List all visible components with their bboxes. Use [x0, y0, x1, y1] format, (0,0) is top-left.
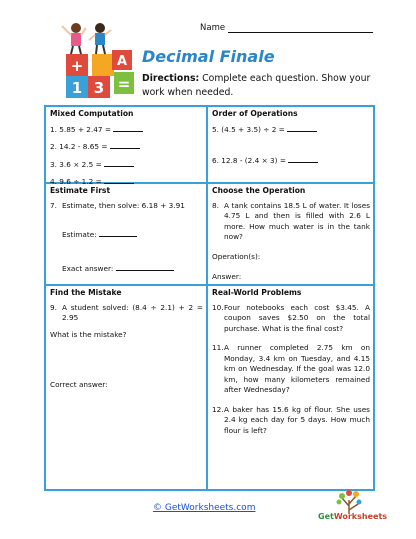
- question-11: 11. A runner completed 2.75 km on Monday, 3.4 km on Tuesday, and 4.15 km on Wednesday. If the goal was 12.0 km, how many kilometers remained after Wednesday?: [212, 343, 370, 394]
- question-3: 3. 3.6 × 2.5 =: [50, 159, 203, 171]
- section-find-mistake: [46, 286, 206, 489]
- question-12: 12. A baker has 15.6 kg of flour. She uses 2.4 kg each day for 5 days. How much flour is left?: [212, 404, 370, 435]
- question-2: 2. 14.2 - 8.65 =: [50, 141, 203, 153]
- operations-label: Operation(s):: [212, 251, 261, 261]
- answer-blank[interactable]: [288, 155, 318, 163]
- copyright-link[interactable]: © GetWorksheets.com: [153, 503, 256, 513]
- name-label: Name: [200, 23, 226, 33]
- mistake-prompt: What is the mistake?: [50, 329, 127, 339]
- answer-blank[interactable]: [104, 176, 134, 184]
- section-real-world: [208, 286, 373, 489]
- section-heading: Estimate First: [50, 186, 111, 195]
- estimate-blank[interactable]: [99, 229, 137, 237]
- answer-blank[interactable]: [287, 124, 317, 132]
- math-kids-logo: [56, 20, 136, 98]
- directions-label: Directions:: [142, 73, 200, 84]
- brand-logo-text: GetWorksheets: [318, 512, 388, 521]
- name-field[interactable]: [200, 23, 373, 33]
- exact-answer-field: Exact answer:: [62, 263, 203, 275]
- question-9: 9. A student solved: (8.4 ÷ 2.1) + 2 = 2.95: [50, 302, 203, 322]
- answer-blank[interactable]: [113, 124, 143, 132]
- correct-answer-label: Correct answer:: [50, 380, 108, 389]
- question-1: 1. 5.85 + 2.47 =: [50, 124, 203, 136]
- question-4: 4. 9.6 ÷ 1.2 =: [50, 176, 203, 188]
- section-heading: Find the Mistake: [50, 288, 122, 297]
- logo-one: 1: [71, 79, 83, 97]
- answer-blank[interactable]: [110, 141, 140, 149]
- answer-label: Answer:: [212, 272, 242, 281]
- exact-answer-blank[interactable]: [116, 263, 174, 271]
- answer-blank[interactable]: [104, 159, 134, 167]
- section-choose-operation: [208, 184, 373, 284]
- directions: [142, 72, 387, 100]
- estimate-field: Estimate:: [62, 229, 203, 241]
- question-5: 5. (4.5 + 3.5) ÷ 2 =: [212, 124, 370, 136]
- section-heading: Mixed Computation: [50, 109, 134, 118]
- question-7: 7. Estimate, then solve: 6.18 + 3.91: [50, 200, 185, 210]
- question-8: 8. A tank contains 18.5 L of water. It loses 4.75 L and then is filled with 2.6 L more. How much water is in the tank now?: [212, 200, 370, 241]
- logo-three: 3: [93, 79, 105, 97]
- logo-equals: =: [117, 75, 131, 93]
- section-heading: Order of Operations: [212, 109, 298, 118]
- section-estimate-first: [46, 184, 206, 284]
- section-order-of-operations: [208, 107, 373, 182]
- name-blank[interactable]: [228, 24, 373, 33]
- question-10: 10. Four notebooks each cost $3.45. A coupon saves $2.50 on the total purchase. What is the final cost?: [212, 302, 370, 333]
- worksheet-title: Decimal Finale: [142, 47, 275, 66]
- question-6: 6. 12.8 - (2.4 × 3) =: [212, 155, 370, 167]
- section-mixed-computation: [46, 107, 206, 186]
- section-heading: Real-World Problems: [212, 288, 302, 297]
- logo-plus: +: [70, 57, 84, 75]
- directions-text: Complete each question. Show your work when needed.: [142, 73, 371, 98]
- section-heading: Choose the Operation: [212, 186, 306, 195]
- logo-letter: A: [116, 54, 128, 69]
- question-grid: [44, 105, 375, 491]
